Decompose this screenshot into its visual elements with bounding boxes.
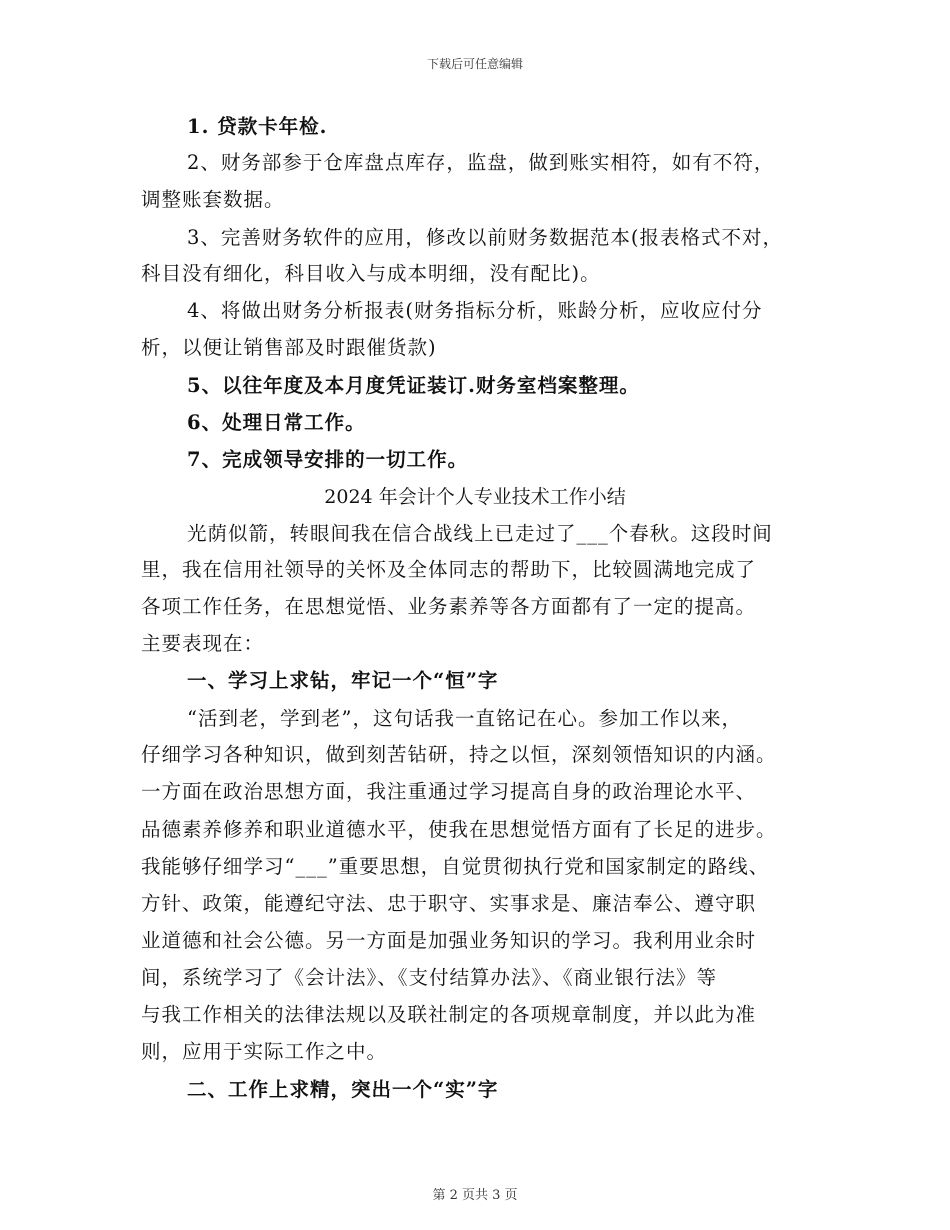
list-item: 5、以往年度及本月度凭证装订.财务室档案整理。 — [187, 374, 640, 397]
paragraph-line: 仔细学习各种知识，做到刻苦钻研，持之以恒，深刻领悟知识的内涵。 — [141, 743, 777, 766]
paragraph-line: 与我工作相关的法律法规以及联社制定的各项规章制度，并以此为准 — [141, 1003, 757, 1026]
page-header: 下载后可任意编辑 — [426, 57, 523, 71]
section-heading: 一、学习上求钻，牢记一个“恒”字 — [187, 669, 499, 692]
paragraph-line: 业道德和社会公德。另一方面是加强业务知识的学习。我利用业余时 — [141, 929, 757, 952]
list-item: 4、将做出财务分析报表(财务指标分析，账龄分析，应收应付分 — [187, 299, 763, 322]
list-item: 3、完善财务软件的应用，修改以前财务数据范本(报表格式不对， — [187, 226, 784, 249]
list-item-continuation: 析，以便让销售部及时跟催货款) — [141, 336, 437, 359]
section-heading: 二、工作上求精，突出一个“实”字 — [187, 1078, 499, 1101]
list-item: 7、完成领导安排的一切工作。 — [187, 448, 469, 471]
document-title: 2024 年会计个人专业技术工作小结 — [324, 486, 626, 508]
paragraph-line: 间，系统学习了《会计法》、《支付结算办法》、《商业银行法》等 — [141, 966, 718, 989]
paragraph-line: 则，应用于实际工作之中。 — [141, 1040, 388, 1063]
list-item-continuation: 调整账套数据。 — [141, 188, 285, 211]
list-item: 1. 贷款卡年检. — [187, 115, 328, 138]
list-item: 6、处理日常工作。 — [187, 411, 366, 434]
paragraph-line: 方针、政策，能遵纪守法、忠于职守、实事求是、廉洁奉公、遵守职 — [141, 892, 757, 915]
list-item-continuation: 科目没有细化，科目收入与成本明细，没有配比)。 — [141, 262, 601, 285]
paragraph-line: 我能够仔细学习“___”重要思想，自觉贯彻执行党和国家制定的路线、 — [141, 855, 770, 878]
page-footer: 第 2 页共 3 页 — [432, 1188, 518, 1203]
list-item: 2、财务部参于仓库盘点库存，监盘，做到账实相符，如有不符， — [187, 151, 775, 174]
paragraph-line: 主要表现在： — [141, 632, 265, 655]
paragraph-line: 一方面在政治思想方面，我注重通过学习提高自身的政治理论水平、 — [141, 780, 757, 803]
paragraph-line: 各项工作任务，在思想觉悟、业务素养等各方面都有了一定的提高。 — [141, 595, 757, 618]
paragraph-line: “活到老，学到老”，这句话我一直铭记在心。参加工作以来， — [187, 707, 742, 730]
paragraph-line: 品德素养修养和职业道德水平，使我在思想觉悟方面有了长足的进步。 — [141, 818, 777, 841]
paragraph-line: 光荫似箭，转眼间我在信合战线上已走过了___个春秋。这段时间 — [187, 522, 773, 545]
paragraph-line: 里，我在信用社领导的关怀及全体同志的帮助下，比较圆满地完成了 — [141, 558, 757, 581]
